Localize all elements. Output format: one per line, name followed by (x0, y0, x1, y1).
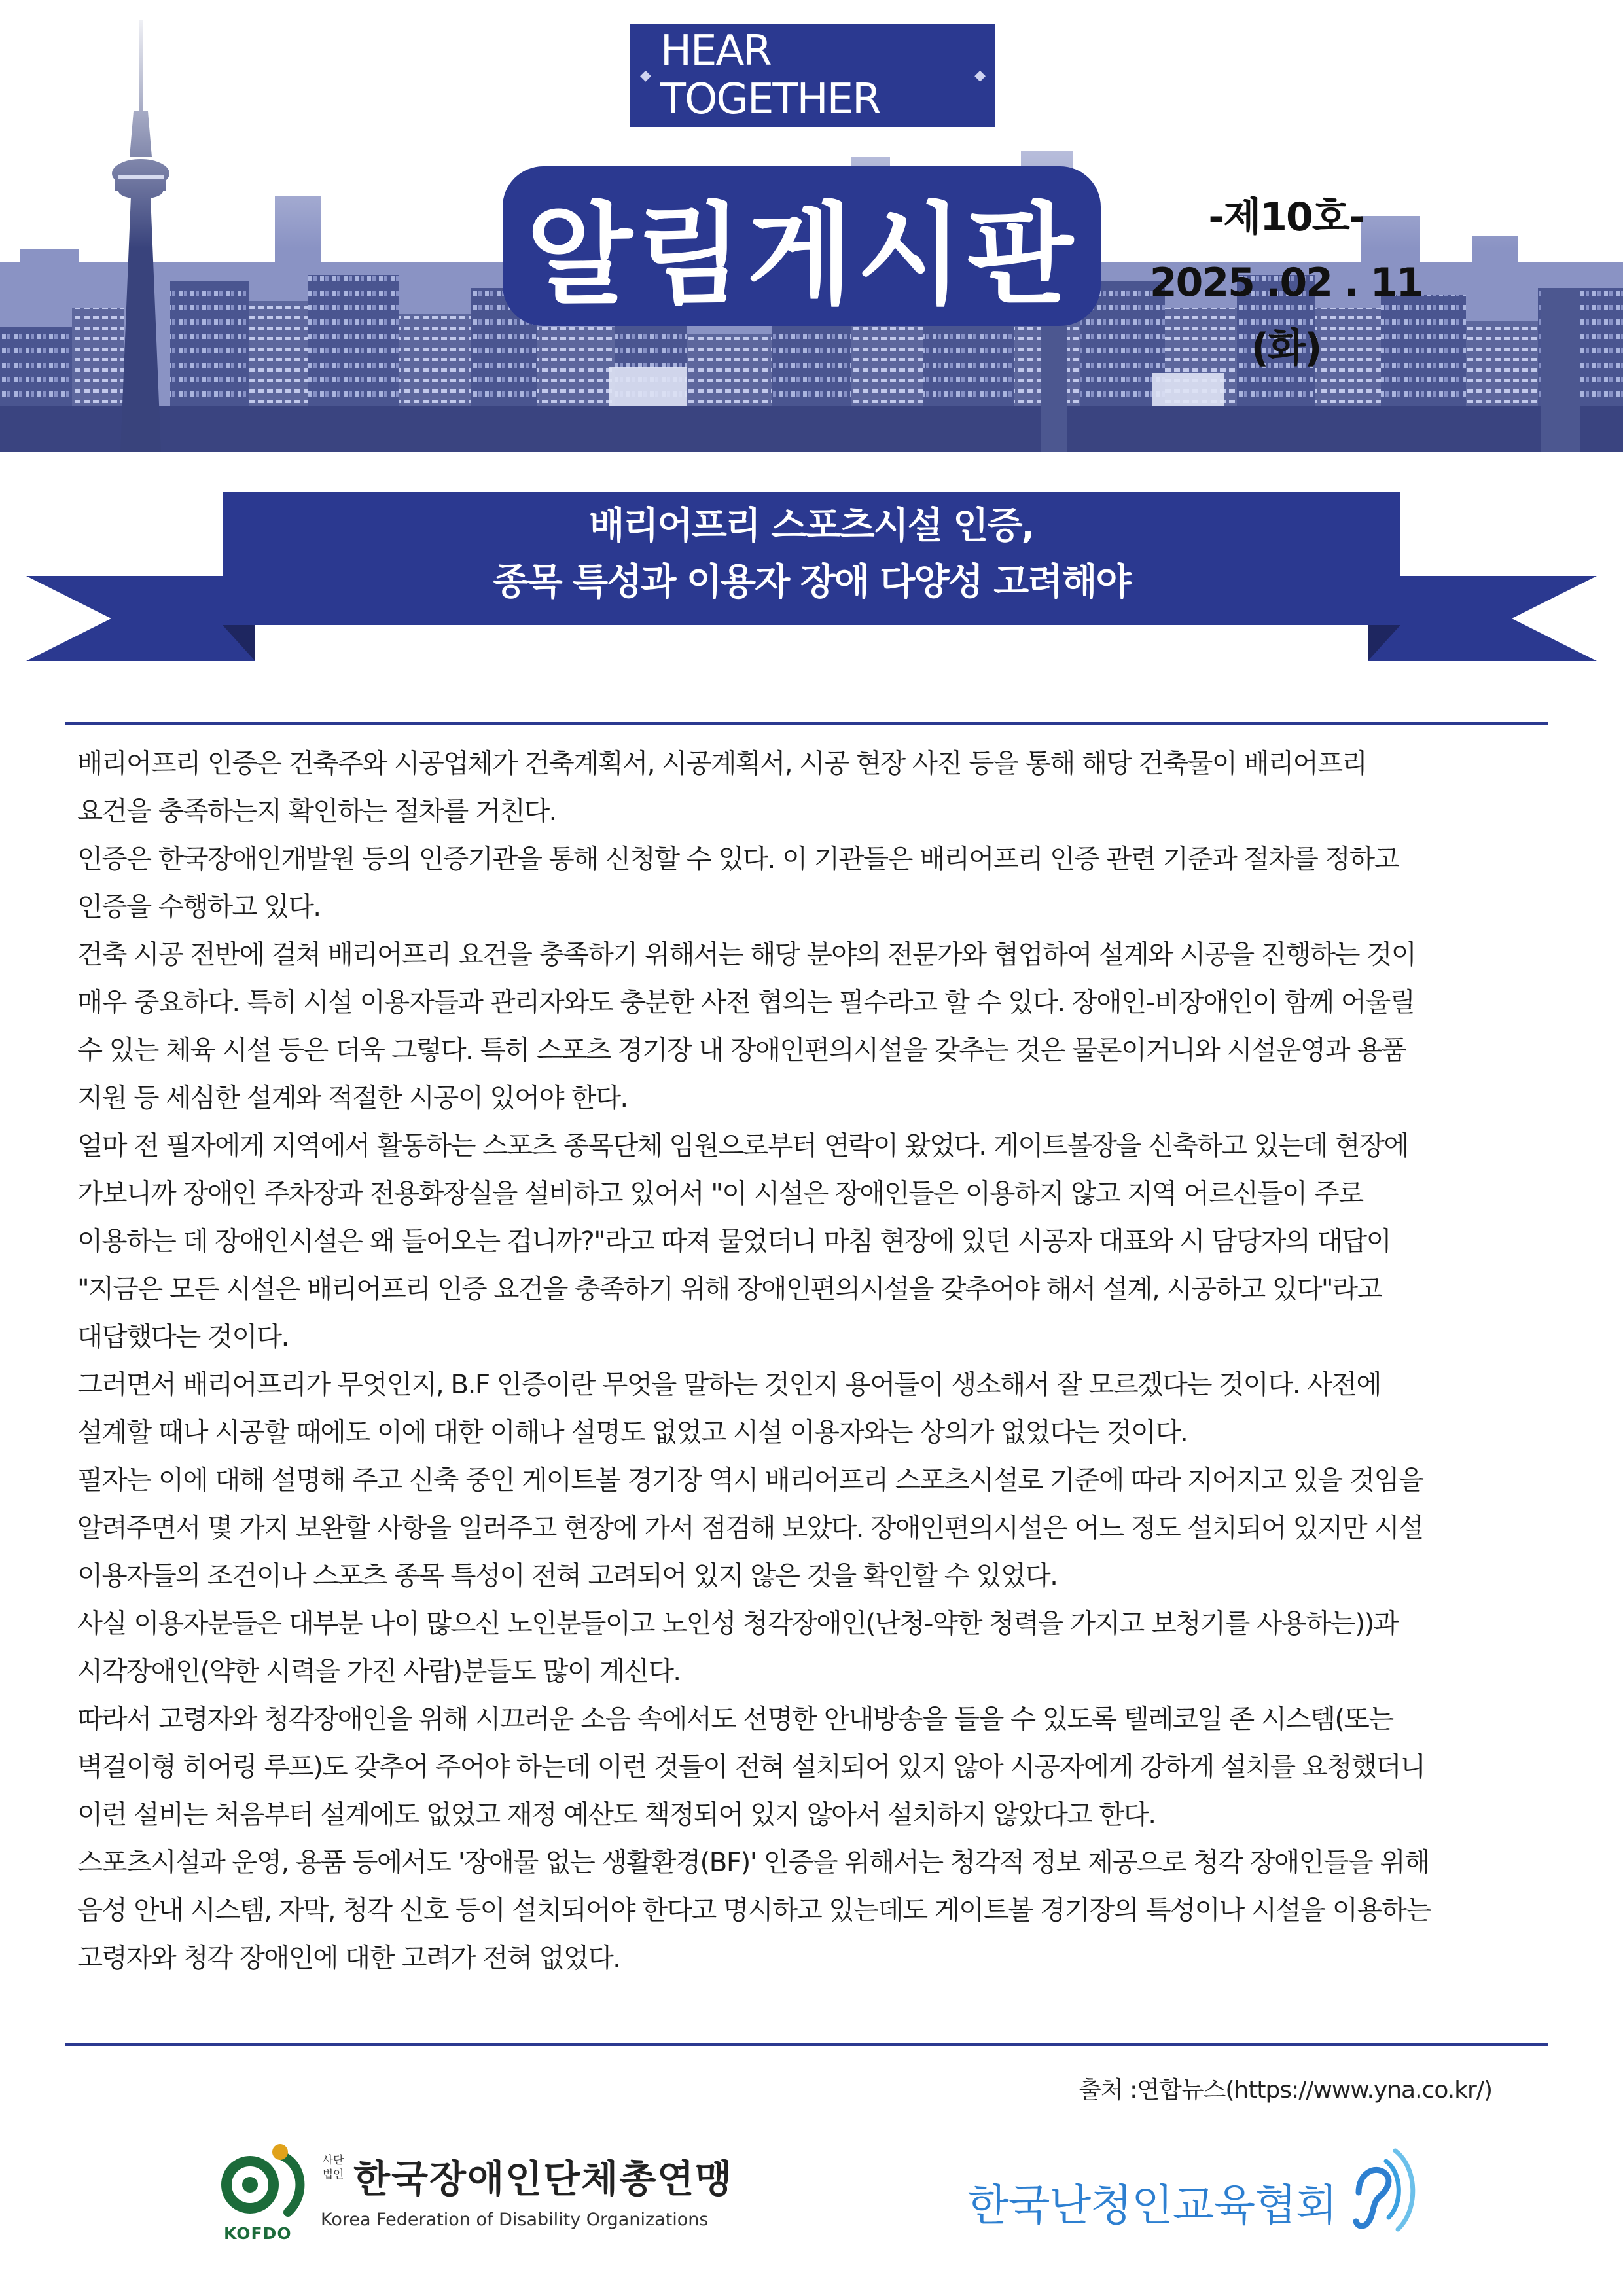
issue-info (1142, 185, 1430, 381)
article-line: 배리어프리 인증은 건축주와 시공업체가 건축계획서, 시공계획서, 시공 현장 사진 등을 통해 해당 건축물이 배리어프리 (77, 747, 1367, 779)
article-line: 시각장애인(약한 시력을 가진 사람)분들도 많이 계신다. (77, 1655, 681, 1687)
headline-line-2: 종목 특성과 이용자 장애 다양성 고려해야 (493, 561, 1130, 603)
brand-label: HEAR TOGETHER (660, 27, 880, 124)
article-line: 알려주면서 몇 가지 보완할 사항을 일러주고 현장에 가서 점검해 보았다. 장애인편의시설은 어느 정도 설치되어 있지만 시설 (77, 1512, 1423, 1543)
article-line: 인증을 수행하고 있다. (77, 891, 321, 922)
article-line: "지금은 모든 시설은 배리어프리 인증 요건을 충족하기 위해 장애인편의시설을 갖추어야 해서 설계, 시공하고 있다"라고 (77, 1273, 1382, 1304)
article-line: 벽걸이형 히어링 루프)도 갖추어 주어야 하는데 이런 것들이 전혀 설치되어 있지 않아 시공자에게 강하게 설치를 요청했더니 (77, 1751, 1425, 1782)
brand-label-box (630, 24, 995, 127)
ear-sound-icon (1346, 2147, 1418, 2245)
article-line: 매우 중요하다. 특히 시설 이용자들과 관리자와도 충분한 사전 협의는 필수라고 할 수 있다. 장애인-비장애인이 함께 어울릴 (77, 986, 1415, 1018)
kofdo-english-name: Korea Federation of Disability Organizations (321, 2210, 709, 2230)
kofdo-abbr: KOFDO (224, 2224, 292, 2243)
kadl-logo (967, 2147, 1425, 2245)
article-line: 이용하는 데 장애인시설은 왜 들어오는 겁니까?"라고 따져 물었더니 마침 현장에 있던 시공자 대표와 시 담당자의 대답이 (77, 1225, 1391, 1257)
kofdo-emblem-icon (216, 2142, 314, 2227)
kofdo-legal-label: 사단 법인 (322, 2154, 344, 2181)
headline-line-1: 배리어프리 스포츠시설 인증, (589, 505, 1034, 547)
ribbon-right-tail (1368, 576, 1597, 661)
article-line: 이런 설비는 처음부터 설계에도 없었고 재정 예산도 책정되어 있지 않아서 설치하지 않았다고 한다. (77, 1799, 1156, 1830)
diamond-dot-icon: ◆ (974, 67, 984, 84)
page-title: 알림게시판 (526, 190, 1077, 319)
article-line: 얼마 전 필자에게 지역에서 활동하는 스포츠 종목단체 임원으로부터 연락이 왔었다. 게이트볼장을 신축하고 있는데 현장에 (77, 1130, 1408, 1161)
page-title-pill (503, 166, 1101, 326)
article-line: 그러면서 배리어프리가 무엇인지, B.F 인증이란 무엇을 말하는 것인지 용어들이 생소해서 잘 모르겠다는 것이다. 사전에 (77, 1369, 1381, 1400)
kadl-name: 한국난청인교육협회 (967, 2180, 1337, 2231)
article-line: 가보니까 장애인 주차장과 전용화장실을 설비하고 있어서 "이 시설은 장애인들은 이용하지 않고 지역 어르신들이 주로 (77, 1177, 1363, 1209)
kofdo-name: 한국장애인단체총연맹 (353, 2157, 734, 2201)
article-body (77, 740, 1550, 1982)
article-line: 대답했다는 것이다. (77, 1321, 289, 1352)
article-line: 요건을 충족하는지 확인하는 절차를 거친다. (77, 795, 556, 827)
article-line: 따라서 고령자와 청각장애인을 위해 시끄러운 소음 속에서도 선명한 안내방송을 들을 수 있도록 텔레코일 존 시스템(또는 (77, 1703, 1393, 1734)
header-banner (0, 0, 1623, 452)
kofdo-logo (216, 2142, 753, 2253)
headline (223, 492, 1400, 617)
article-line: 사실 이용자분들은 대부분 나이 많으신 노인분들이고 노인성 청각장애인(난청-약한 청력을 가지고 보청기를 사용하는))과 (77, 1607, 1399, 1639)
article-line: 고령자와 청각 장애인에 대한 고려가 전혀 없었다. (77, 1942, 620, 1973)
ribbon-left-tail (26, 576, 255, 661)
diamond-dot-icon: ◆ (640, 67, 650, 84)
article-line: 건축 시공 전반에 걸쳐 배리어프리 요건을 충족하기 위해서는 해당 분야의 전문가와 협업하여 설계와 시공을 진행하는 것이 (77, 939, 1416, 970)
top-divider (65, 722, 1548, 725)
issue-number: -제10호- (1208, 194, 1364, 240)
article-line: 스포츠시설과 운영, 용품 등에서도 '장애물 없는 생활환경(BF)' 인증을 위해서는 청각적 정보 제공으로 청각 장애인들을 위해 (77, 1846, 1429, 1878)
issue-date: 2025 .02 . 11 (화) (1149, 260, 1423, 371)
article-line: 지원 등 세심한 설계와 적절한 시공이 있어야 한다. (77, 1082, 628, 1113)
article-line: 인증은 한국장애인개발원 등의 인증기관을 통해 신청할 수 있다. 이 기관들은 배리어프리 인증 관련 기준과 절차를 정하고 (77, 843, 1399, 874)
article-line: 필자는 이에 대해 설명해 주고 신축 중인 게이트볼 경기장 역시 배리어프리 스포츠시설로 기준에 따라 지어지고 있을 것임을 (77, 1464, 1423, 1496)
article-line: 이용자들의 조건이나 스포츠 종목 특성이 전혀 고려되어 있지 않은 것을 확인할 수 있었다. (77, 1560, 1058, 1591)
article-line: 음성 안내 시스템, 자막, 청각 신호 등이 설치되어야 한다고 명시하고 있는데도 게이트볼 경기장의 특성이나 시설을 이용하는 (77, 1894, 1431, 1926)
bottom-divider (65, 2043, 1548, 2046)
article-line: 설계할 때나 시공할 때에도 이에 대한 이해나 설명도 없었고 시설 이용자와는 상의가 없었다는 것이다. (77, 1416, 1188, 1448)
source-credit: 출처 :연합뉴스(https://www.yna.co.kr/) (1079, 2077, 1492, 2104)
article-line: 수 있는 체육 시설 등은 더욱 그렇다. 특히 스포츠 경기장 내 장애인편의시설을 갖추는 것은 물론이거니와 시설운영과 용품 (77, 1034, 1406, 1066)
